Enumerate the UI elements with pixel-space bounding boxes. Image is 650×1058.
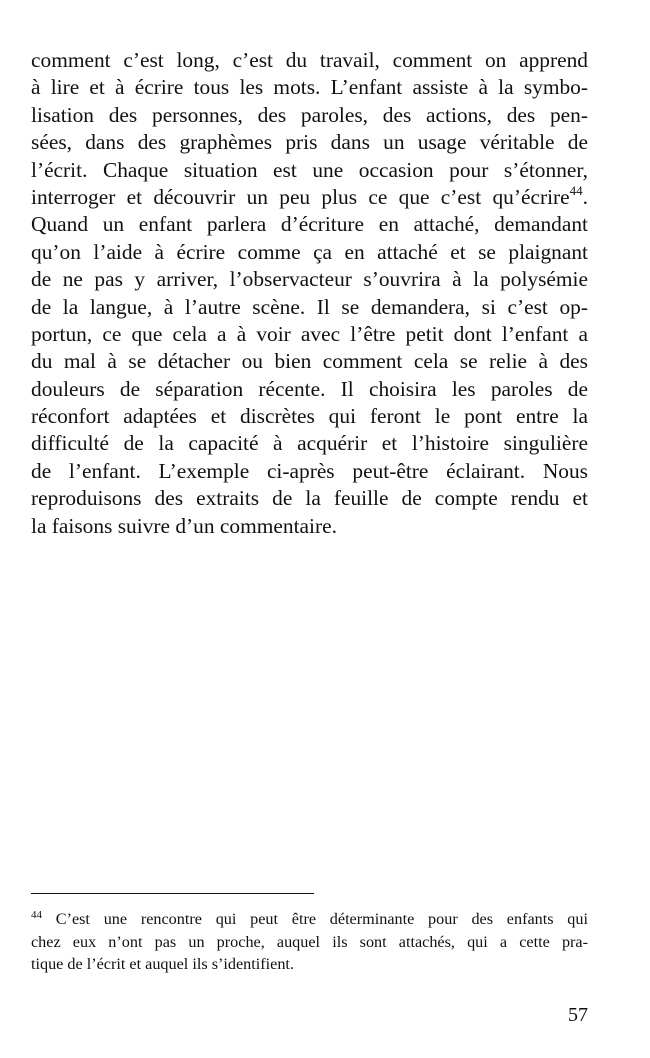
text-line: de ne pas y arriver, l’observacteur s’ouvrira à la polysémie bbox=[31, 267, 588, 292]
body-paragraph bbox=[31, 47, 588, 540]
text-line-punctuation: . bbox=[582, 184, 588, 209]
page-number: 57 bbox=[568, 1004, 588, 1026]
footnote-line bbox=[31, 908, 588, 931]
text-line-segment: interroger et découvrir un peu plus ce que c’est qu’écrire bbox=[31, 184, 570, 209]
footnote-line: tique de l’écrit et auquel ils s’identifient. bbox=[31, 955, 294, 973]
text-line: difficulté de la capacité à acquérir et l’histoire singulière bbox=[31, 431, 588, 456]
footnote bbox=[31, 908, 588, 976]
text-line: portun, ce que cela a à voir avec l’être petit dont l’enfant a bbox=[31, 321, 588, 346]
text-line: réconfort adaptées et discrètes qui feront le pont entre la bbox=[31, 404, 588, 429]
text-line: reproduisons des extraits de la feuille de compte rendu et bbox=[31, 486, 588, 511]
text-line: à lire et à écrire tous les mots. L’enfant assiste à la symbo- bbox=[31, 75, 588, 100]
footnote-reference[interactable]: 44 bbox=[569, 182, 583, 198]
text-line: lisation des personnes, des paroles, des actions, des pen- bbox=[31, 102, 588, 127]
footnote-marker: 44 bbox=[31, 909, 42, 921]
text-line: comment c’est long, c’est du travail, comment on apprend bbox=[31, 48, 588, 72]
text-line: l’écrit. Chaque situation est une occasion pour s’étonner, bbox=[31, 157, 588, 182]
footnote-text: C’est une rencontre qui peut être déterminante pour des enfants qui bbox=[55, 910, 588, 928]
text-line: sées, dans des graphèmes pris dans un usage véritable de bbox=[31, 130, 588, 155]
text-line: Quand un enfant parlera d’écriture en attaché, demandant bbox=[31, 212, 588, 237]
text-line-with-footnote-ref bbox=[31, 184, 588, 211]
text-line: douleurs de séparation récente. Il choisira les paroles de bbox=[31, 376, 588, 401]
text-line: qu’on l’aide à écrire comme ça en attaché et se plaignant bbox=[31, 239, 588, 264]
text-line: de la langue, à l’autre scène. Il se demandera, si c’est op- bbox=[31, 294, 588, 319]
footnote-line: chez eux n’ont pas un proche, auquel ils sont attachés, qui a cette pra- bbox=[31, 932, 588, 951]
text-line: la faisons suivre d’un commentaire. bbox=[31, 513, 337, 538]
text-line: de l’enfant. L’exemple ci-après peut-être éclairant. Nous bbox=[31, 458, 588, 483]
footnote-divider bbox=[31, 893, 314, 894]
text-line: du mal à se détacher ou bien comment cela se relie à des bbox=[31, 349, 588, 374]
